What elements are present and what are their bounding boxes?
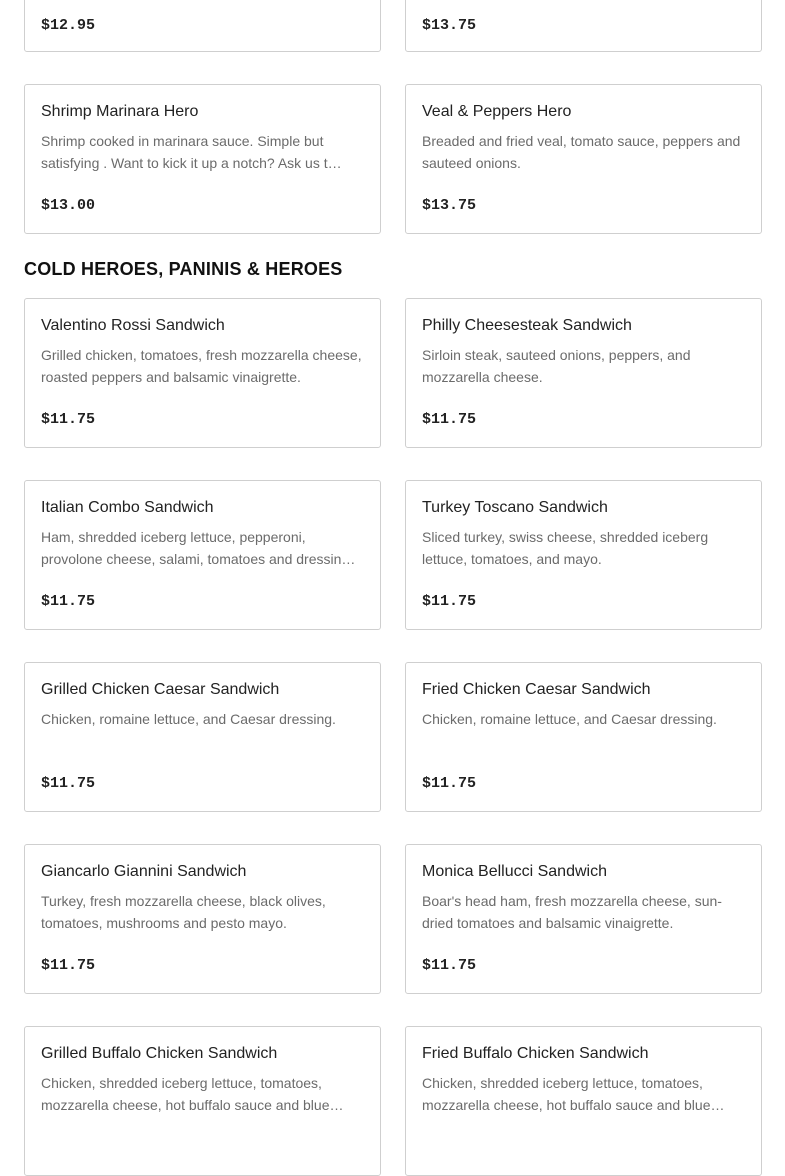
item-price: $11.75 (41, 957, 96, 974)
item-description: Sliced turkey, swiss cheese, shredded iceberg lettuce, tomatoes, and mayo. (422, 529, 709, 567)
item-price: $11.75 (422, 775, 477, 792)
menu-item-card[interactable] (24, 662, 381, 812)
menu-item-card[interactable] (24, 298, 381, 448)
menu-item-card[interactable] (24, 84, 381, 234)
item-price: $11.75 (41, 775, 96, 792)
item-price: $11.75 (41, 593, 96, 610)
item-name: Veal & Peppers Hero (422, 103, 572, 120)
item-description: Shrimp cooked in marinara sauce. Simple but satisfying . Want to kick it up a notch? Ask us t… (41, 133, 342, 171)
item-price: $12.95 (41, 17, 96, 34)
item-name: Valentino Rossi Sandwich (41, 317, 225, 334)
item-description: Breaded and fried veal, tomato sauce, peppers and sauteed onions. (422, 133, 741, 171)
item-name: Philly Cheesesteak Sandwich (422, 317, 632, 334)
item-name: Monica Bellucci Sandwich (422, 863, 607, 880)
item-description: Turkey, fresh mozzarella cheese, black olives, tomatoes, mushrooms and pesto mayo. (41, 893, 326, 931)
item-description: Boar's head ham, fresh mozzarella cheese, sun-dried tomatoes and balsamic vinaigrette. (422, 893, 722, 931)
item-description: Chicken, romaine lettuce, and Caesar dressing. (422, 711, 717, 727)
item-price: $11.75 (41, 411, 96, 428)
item-price: $13.75 (422, 17, 477, 34)
item-price: $11.75 (422, 957, 477, 974)
item-description: Chicken, romaine lettuce, and Caesar dressing. (41, 711, 336, 727)
item-name: Fried Buffalo Chicken Sandwich (422, 1045, 649, 1062)
item-price: $13.75 (422, 197, 477, 214)
menu-item-card[interactable] (405, 298, 762, 448)
item-price: $11.75 (422, 593, 477, 610)
item-description: Sirloin steak, sauteed onions, peppers, and mozzarella cheese. (422, 347, 691, 385)
item-name: Grilled Chicken Caesar Sandwich (41, 681, 280, 698)
menu-item-card[interactable] (24, 480, 381, 630)
menu-item-card[interactable] (24, 1026, 381, 1176)
item-description: Chicken, shredded iceberg lettuce, tomatoes, mozzarella cheese, hot buffalo sauce and blue… (422, 1075, 725, 1113)
item-name: Turkey Toscano Sandwich (422, 499, 608, 516)
menu-item-card[interactable] (405, 662, 762, 812)
item-description: Grilled chicken, tomatoes, fresh mozzarella cheese, roasted peppers and balsamic vinaigrette. (41, 347, 362, 385)
item-price: $13.00 (41, 197, 96, 214)
section-heading: COLD HEROES, PANINIS & HEROES (24, 259, 343, 279)
item-description: Ham, shredded iceberg lettuce, pepperoni, provolone cheese, salami, tomatoes and dressin… (41, 529, 356, 567)
menu-item-card[interactable] (24, 844, 381, 994)
item-name: Grilled Buffalo Chicken Sandwich (41, 1045, 278, 1062)
item-price: $11.75 (422, 411, 477, 428)
menu-item-card[interactable] (405, 1026, 762, 1176)
menu-item-card[interactable] (24, 0, 381, 52)
menu-item-card[interactable] (405, 844, 762, 994)
item-description: Chicken, shredded iceberg lettuce, tomatoes, mozzarella cheese, hot buffalo sauce and blue… (41, 1075, 344, 1113)
menu-item-card[interactable] (405, 0, 762, 52)
item-name: Italian Combo Sandwich (41, 499, 214, 516)
item-name: Fried Chicken Caesar Sandwich (422, 681, 651, 698)
menu-item-card[interactable] (405, 480, 762, 630)
item-name: Shrimp Marinara Hero (41, 103, 199, 120)
item-name: Giancarlo Giannini Sandwich (41, 863, 247, 880)
menu-item-card[interactable] (405, 84, 762, 234)
